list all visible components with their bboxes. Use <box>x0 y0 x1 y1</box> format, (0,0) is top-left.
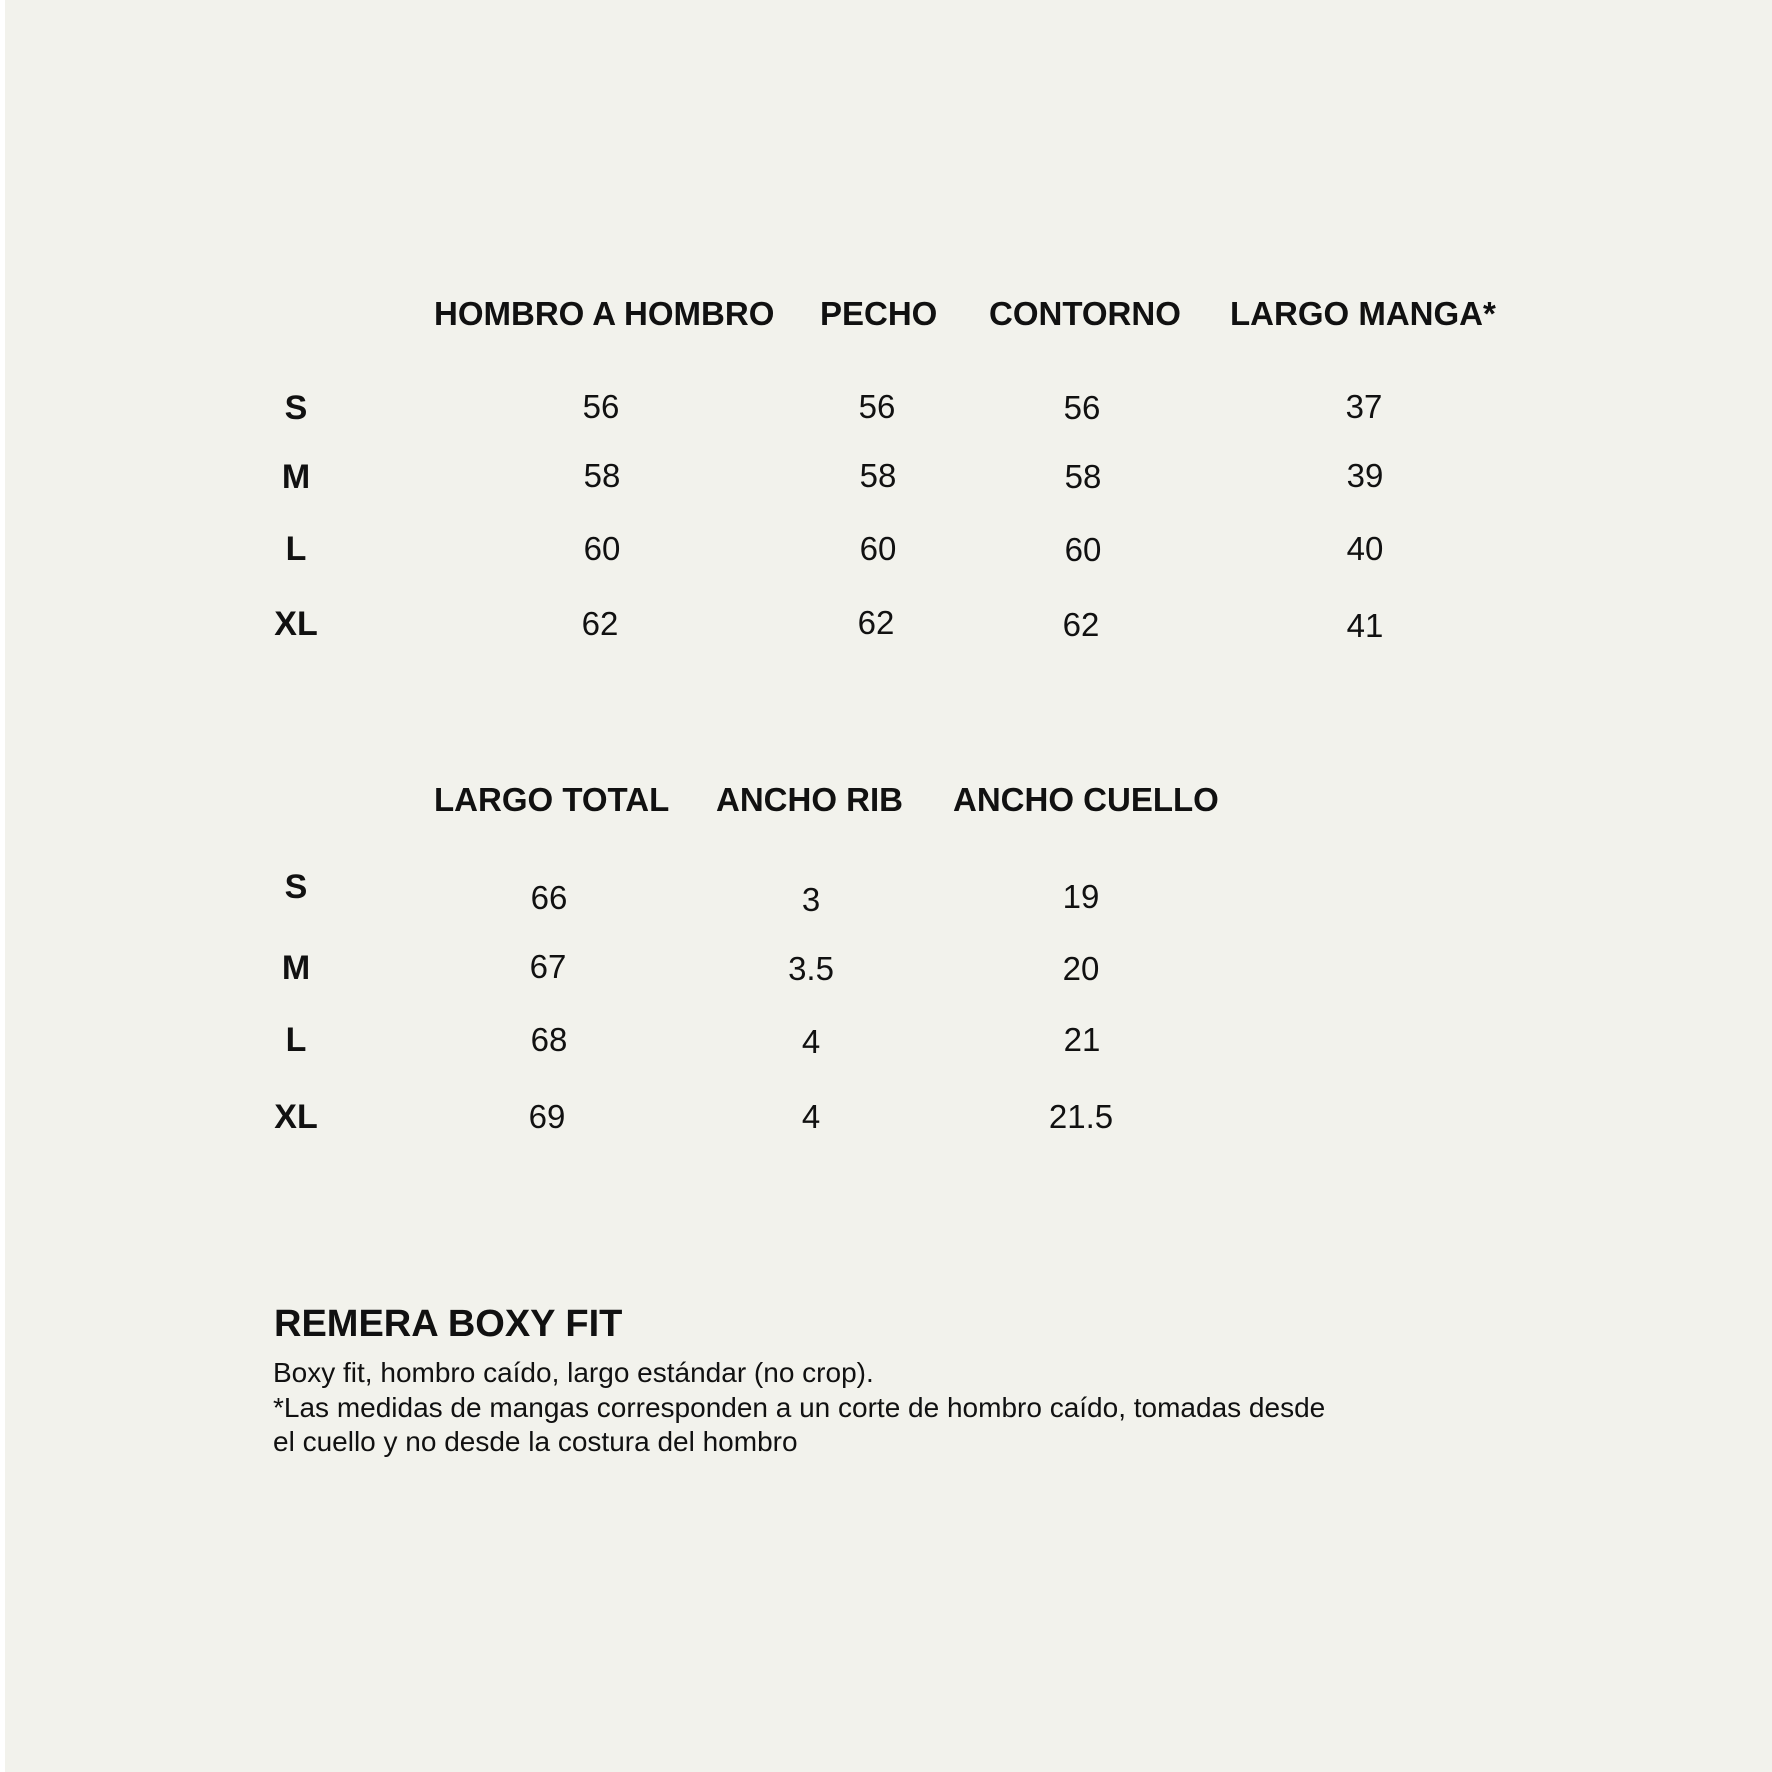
table-cell: 40 <box>1346 530 1384 567</box>
table-cell: 60 <box>859 530 897 567</box>
table-cell: 4 <box>801 1023 821 1060</box>
table-cell: 58 <box>583 457 621 494</box>
table-cell: 62 <box>581 605 619 642</box>
size-label-l: L <box>285 1021 307 1059</box>
table-cell: 3.5 <box>788 950 834 987</box>
product-description: Boxy fit, hombro caído, largo estándar (no crop). <box>273 1357 874 1388</box>
table-cell: 41 <box>1346 607 1384 644</box>
header-contorno: CONTORNO <box>989 295 1181 332</box>
table-cell: 19 <box>1062 878 1100 915</box>
size-label-xl: XL <box>274 605 318 643</box>
size-label-m: M <box>281 458 311 496</box>
size-chart-canvas <box>5 0 1772 1772</box>
table-cell: 56 <box>1063 389 1101 426</box>
size-label-xl: XL <box>274 1098 318 1136</box>
table-cell: 62 <box>857 604 895 641</box>
table-cell: 66 <box>530 879 568 916</box>
sleeve-note-line-2: el cuello y no desde la costura del hombro <box>273 1426 798 1457</box>
table-cell: 60 <box>1064 531 1102 568</box>
table-cell: 56 <box>858 388 896 425</box>
header-hombro-a-hombro: HOMBRO A HOMBRO <box>434 295 775 332</box>
header-ancho-cuello: ANCHO CUELLO <box>953 781 1219 818</box>
table-cell: 68 <box>530 1021 568 1058</box>
size-label-s: S <box>284 389 308 427</box>
size-label-s: S <box>284 868 308 906</box>
header-largo-manga: LARGO MANGA* <box>1230 295 1496 332</box>
header-ancho-rib: ANCHO RIB <box>716 781 903 818</box>
table-cell: 62 <box>1062 606 1100 643</box>
table-cell: 69 <box>528 1098 566 1135</box>
table-cell: 20 <box>1062 950 1100 987</box>
size-label-m: M <box>281 949 311 987</box>
table-cell: 58 <box>859 457 897 494</box>
table-cell: 67 <box>529 948 567 985</box>
product-title: REMERA BOXY FIT <box>274 1303 623 1345</box>
table-cell: 4 <box>801 1098 821 1135</box>
table-cell: 37 <box>1345 388 1383 425</box>
sleeve-note-line-1: *Las medidas de mangas corresponden a un corte de hombro caído, tomadas desde <box>273 1392 1326 1423</box>
table-cell: 60 <box>583 530 621 567</box>
size-label-l: L <box>285 530 307 568</box>
table-cell: 58 <box>1064 458 1102 495</box>
header-largo-total: LARGO TOTAL <box>434 781 670 818</box>
header-pecho: PECHO <box>820 295 938 332</box>
table-cell: 56 <box>582 388 620 425</box>
table-cell: 21 <box>1063 1021 1101 1058</box>
table-cell: 3 <box>801 881 821 918</box>
table-cell: 21.5 <box>1048 1098 1114 1135</box>
table-cell: 39 <box>1346 457 1384 494</box>
